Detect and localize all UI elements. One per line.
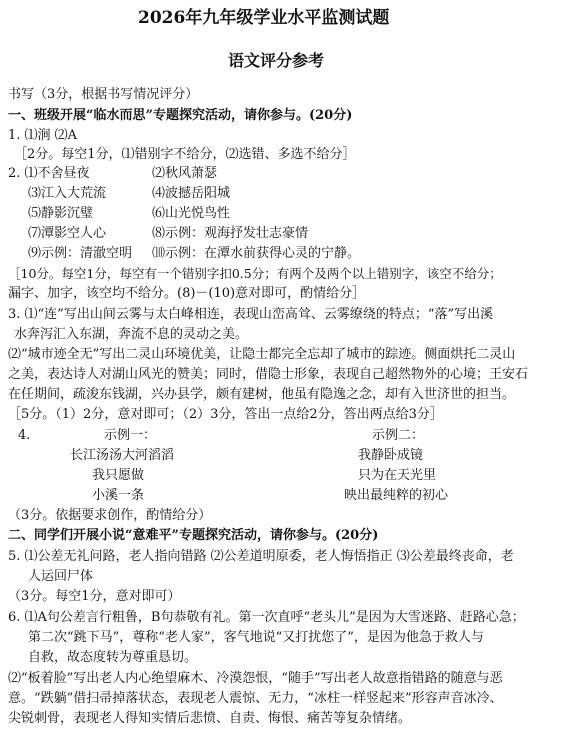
q4-example-two-line-1: 我静卧成镜 bbox=[358, 448, 424, 463]
q1-answer: 1. ⑴涧 ⑵A bbox=[8, 128, 78, 143]
q3-answer-1-line-1: 3. ⑴“连”写出山间云雾与太白峰相连，表现山峦高耸、云雾缭绕的特点；“落”写出溪 bbox=[8, 307, 494, 322]
q6-answer-2-line-3: 尖锐刺骨，表现老人得知实情后悲愤、自责、悔恨、痛苦等复杂情绪。 bbox=[8, 711, 412, 726]
q5-scoring: （3分。每空1分，意对即可） bbox=[8, 589, 181, 604]
q3-scoring: ［5分。（1）2分，意对即可；（2）3分，答出一点给2分，答出两点给3分］ bbox=[8, 407, 443, 422]
q2-answer-7: ⑺潭影空人心 bbox=[28, 226, 107, 241]
q2-answer-3: ⑶江入大荒流 bbox=[28, 186, 107, 201]
q4-example-one-line-2: 我只愿做 bbox=[92, 468, 145, 483]
q2-answer-1: 2. ⑴不舍昼夜 bbox=[8, 166, 90, 181]
q3-answer-1-line-2: 水奔泻汇入东湖，奔流不息的灵动之美。 bbox=[14, 327, 249, 342]
q6-answer-2-line-1: ⑵“板着脸”写出老人内心绝望麻木、冷漠怨恨，“随手”写出老人故意指错路的随意与恶 bbox=[8, 671, 503, 686]
q3-answer-2-line-2: 之美，表达诗人对湖山风光的赞美；同时，借隐士形象，表现自己超然物外的心境；王安石 bbox=[8, 367, 529, 382]
q4-number: 4. bbox=[18, 428, 31, 443]
section-two-heading: 二、同学们开展小说“意难平”专题探究活动，请你参与。(20分) bbox=[8, 528, 379, 543]
answer-key-title: 语文评分参考 bbox=[228, 51, 325, 70]
q2-answer-2: ⑵秋风萧瑟 bbox=[152, 166, 218, 181]
q2-scoring-line-2: 漏字、加字，该空均不给分。(8)－(10)意对即可，酌情给分］ bbox=[8, 286, 366, 301]
q5-answer-line-1: 5. ⑴公差无礼问路，老人指向错路 ⑵公差道明原委，老人悔悟指正 ⑶公差最终丧命，老 bbox=[8, 549, 514, 564]
q2-answer-5: ⑸静影沉璧 bbox=[28, 206, 94, 221]
q2-scoring-line-1: ［10分。每空1分，每空有一个错别字扣0.5分；有两个及两个以上错别字，该空不给分； bbox=[8, 266, 502, 281]
writing-score-line: 书写（3分，根据书写情况评分） bbox=[8, 87, 199, 102]
q2-answer-10: ⑽示例：在潭水前获得心灵的宁静。 bbox=[152, 246, 361, 261]
q3-answer-2-line-3: 在任期间，疏浚东钱湖，兴办县学，颇有建树，他虽有隐逸之念，却有入世济世的担当。 bbox=[8, 387, 516, 402]
section-one-heading: 一、班级开展“临水而思”专题探究活动，请你参与。(20分) bbox=[8, 108, 353, 123]
q6-answer-1-line-3: 自救，故态度转为尊重恳切。 bbox=[28, 650, 198, 665]
q6-answer-1-line-1: 6. ⑴A句公差言行粗鲁，B句恭敬有礼。第一次直呼“老头儿”是因为大雪迷路、赶路心急； bbox=[8, 610, 525, 625]
q1-scoring: ［2分。每空1分，⑴错别字不给分，⑵选错、多选不给分］ bbox=[14, 147, 356, 162]
q4-example-two-line-2: 只为在天光里 bbox=[358, 468, 437, 483]
q2-answer-6: ⑹山光悦鸟性 bbox=[152, 206, 231, 221]
exam-title: 2026年九年级学业水平监测试题 bbox=[138, 8, 390, 28]
q4-scoring: （3分。依据要求创作，酌情给分） bbox=[8, 508, 212, 523]
q4-example-one-line-3: 小溪一条 bbox=[92, 488, 145, 503]
q3-answer-2-line-1: ⑵“城市迹全无”写出二灵山环境优美，让隐士都完全忘却了城市的踪迹。侧面烘托二灵山 bbox=[8, 347, 516, 362]
q2-answer-4: ⑷波撼岳阳城 bbox=[152, 186, 231, 201]
q6-answer-2-line-2: 意。“跌躺”借扫帚掉落状态，表现老人震惊、无力，“冰柱一样竖起来”形容声音冰冷、 bbox=[8, 691, 503, 706]
q5-answer-line-2: 人运回尸体 bbox=[28, 569, 94, 584]
q2-answer-8: ⑻示例：观海抒发壮志豪情 bbox=[152, 226, 309, 241]
q4-example-two-line-3: 映出最纯粹的初心 bbox=[344, 488, 449, 503]
q6-answer-1-line-2: 第二次“跳下马”，尊称“老人家”，客气地说“又打扰您了”，是因为他急于救人与 bbox=[28, 630, 484, 645]
q4-example-one-label: 示例一： bbox=[104, 428, 157, 443]
q4-example-one-line-1: 长江汤汤大河滔滔 bbox=[70, 448, 175, 463]
q4-example-two-label: 示例二： bbox=[372, 428, 425, 443]
q2-answer-9: ⑼示例：清澈空明 bbox=[28, 246, 133, 261]
